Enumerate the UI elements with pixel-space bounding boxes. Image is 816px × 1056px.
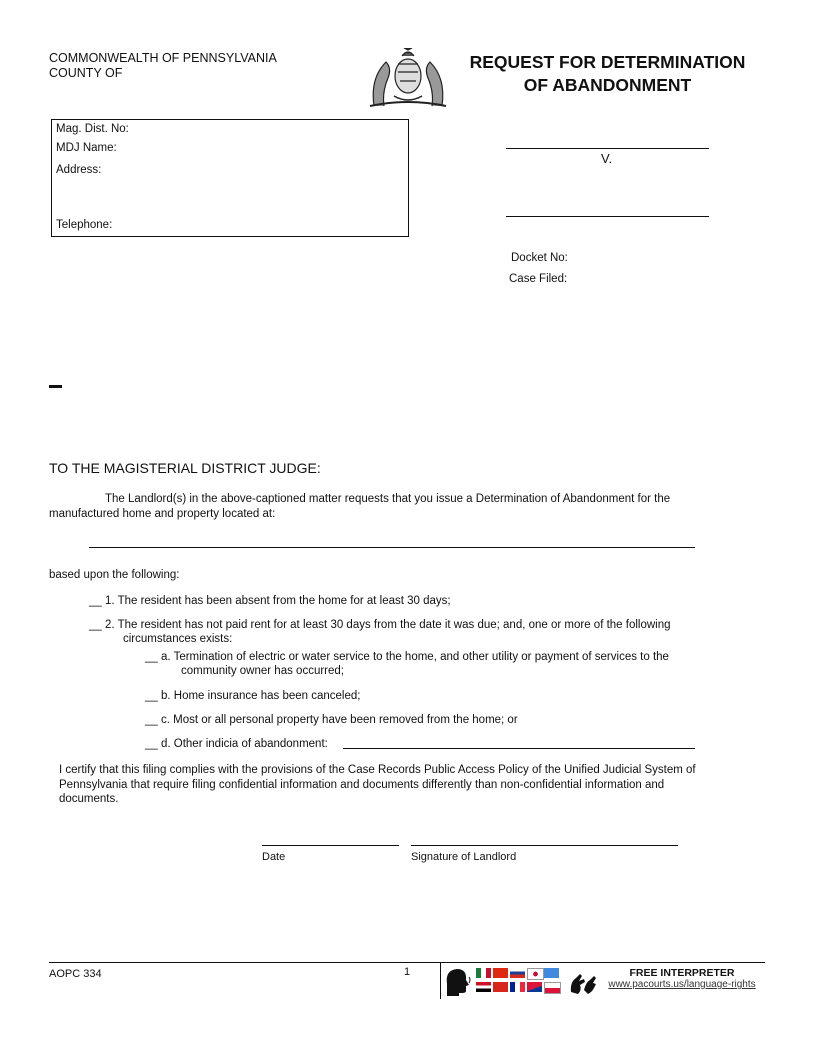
item-c[interactable]: __ c. Most or all personal property have been removed from the home; or: [145, 714, 518, 726]
intro-text: The Landlord(s) in the above-captioned matter requests that you issue a Determination of Abandonment for the manufactured home and property located at:: [49, 493, 671, 520]
intro-paragraph: [49, 492, 709, 522]
speaking-head-icon: [443, 966, 473, 998]
title-line-2: OF ABANDONMENT: [523, 75, 692, 95]
item-b[interactable]: __ b. Home insurance has been canceled;: [145, 690, 361, 702]
mdj-name-label: MDJ Name:: [56, 142, 117, 154]
interpreter-label: FREE INTERPRETER: [629, 967, 735, 979]
title-line-1: REQUEST FOR DETERMINATION: [469, 52, 746, 72]
commonwealth-label: COMMONWEALTH OF PENNSYLVANIA: [49, 51, 277, 65]
page-number: 1: [404, 966, 411, 978]
based-upon-label: based upon the following:: [49, 569, 180, 581]
footer-rule: [49, 962, 765, 963]
plaintiff-line[interactable]: [506, 148, 709, 149]
date-label: Date: [262, 851, 286, 863]
language-rights-link[interactable]: www.pacourts.us/language-rights: [608, 979, 756, 990]
signature-label: Signature of Landlord: [411, 851, 517, 863]
item-2[interactable]: __ 2. The resident has not paid rent for at least 30 days from the date it was due; and, one or more of the following circumstances exists:: [89, 619, 671, 645]
footer-divider: [440, 963, 441, 999]
sign-language-icon: [568, 970, 598, 996]
county-label: COUNTY OF: [49, 66, 123, 80]
language-flags-icon: [476, 968, 566, 996]
form-title: [455, 51, 760, 97]
docket-label: Docket No:: [511, 252, 568, 264]
signature-line[interactable]: [411, 845, 678, 846]
pennsylvania-seal-icon: [366, 48, 450, 110]
date-line[interactable]: [262, 845, 399, 846]
other-indicia-line[interactable]: [343, 748, 695, 749]
property-address-line[interactable]: [89, 547, 695, 548]
versus-label: V.: [601, 151, 613, 166]
dash-mark: [49, 385, 62, 388]
telephone-label: Telephone:: [56, 219, 113, 231]
interpreter-notice: [600, 968, 764, 990]
court-info-box: [51, 119, 409, 237]
docket-block: [511, 248, 568, 290]
item-1[interactable]: __ 1. The resident has been absent from the home for at least 30 days;: [89, 595, 451, 607]
mag-dist-label: Mag. Dist. No:: [56, 123, 129, 135]
salutation: TO THE MAGISTERIAL DISTRICT JUDGE:: [49, 460, 321, 476]
header-left: [49, 51, 277, 81]
defendant-line[interactable]: [506, 216, 709, 217]
item-a[interactable]: __ a. Termination of electric or water service to the home, and other utility or payment of services to the community owner has occurred;: [145, 651, 669, 677]
address-label: Address:: [56, 164, 102, 176]
case-filed-label: Case Filed:: [509, 273, 568, 285]
item-d[interactable]: __ d. Other indicia of abandonment:: [145, 738, 328, 750]
certification-text: I certify that this filing complies with the provisions of the Case Records Public Access Policy of the Unified Judicial System of Pennsylvania that require filing confidential information and documents differently than non-confidential information and documents.: [59, 764, 696, 805]
form-number: AOPC 334: [49, 968, 102, 980]
